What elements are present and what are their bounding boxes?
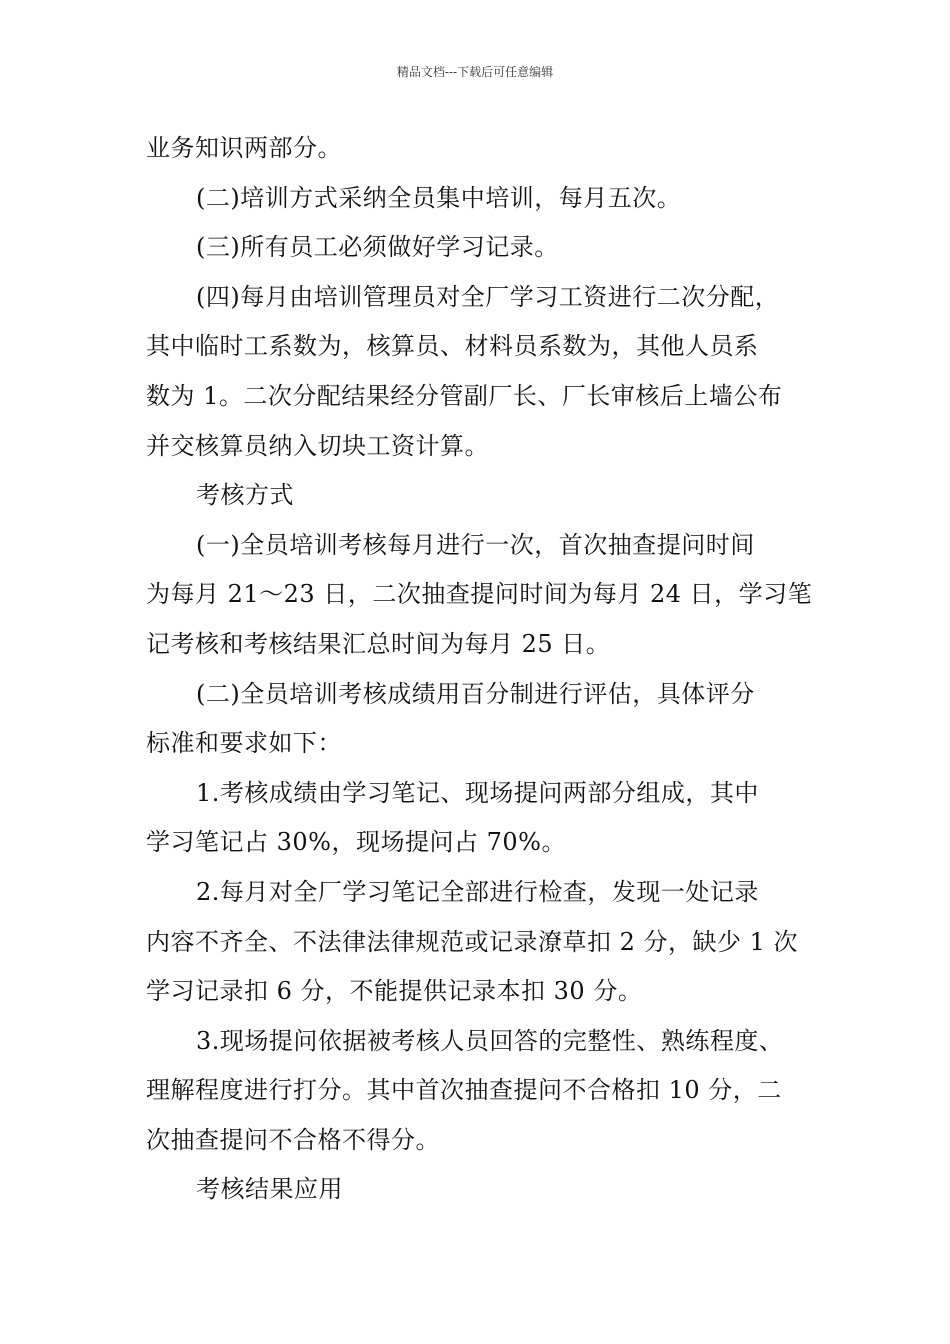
text-line: 标准和要求如下： [146, 729, 342, 758]
text-line: 学习笔记占 30%，现场提问占 70%。 [146, 828, 566, 857]
text-line: (二)全员培训考核成绩用百分制进行评估，具体评分 [196, 679, 755, 708]
text-line: 记考核和考核结果汇总时间为每月 25 日。 [146, 629, 611, 658]
text-line: 理解程度进行打分。其中首次抽查提问不合格扣 10 分，二 [146, 1076, 782, 1105]
section-heading: 考核方式 [196, 481, 294, 510]
document-body [146, 124, 816, 1215]
text-line: 3.现场提问依据被考核人员回答的完整性、熟练程度、 [196, 1026, 784, 1055]
section-heading: 考核结果应用 [196, 1175, 343, 1204]
text-line: 为每月 21～23 日，二次抽查提问时间为每月 24 日，学习笔 [146, 580, 813, 609]
text-line: 并交核算员纳入切块工资计算。 [146, 431, 489, 460]
text-line: 2.每月对全厂学习笔记全部进行检查，发现一处记录 [196, 877, 759, 906]
text-line: 业务知识两部分。 [146, 134, 342, 162]
text-line: 数为 1。二次分配结果经分管副厂长、厂长审核后上墙公布 [146, 381, 783, 410]
text-line: (二)培训方式采纳全员集中培训，每月五次。 [196, 183, 682, 212]
page-header: 精品文档---下载后可任意编辑 [396, 65, 554, 79]
text-line: 学习记录扣 6 分，不能提供记录本扣 30 分。 [146, 977, 643, 1006]
text-line: (一)全员培训考核每月进行一次，首次抽查提问时间 [196, 530, 755, 559]
text-line: 内容不齐全、不法律法律规范或记录潦草扣 2 分，缺少 1 次 [146, 927, 799, 956]
text-line: (四)每月由培训管理员对全厂学习工资进行二次分配， [196, 282, 780, 311]
text-line: 次抽查提问不合格不得分。 [146, 1125, 440, 1154]
text-line: (三)所有员工必须做好学习记录。 [196, 233, 559, 262]
text-line: 1.考核成绩由学习笔记、现场提问两部分组成，其中 [196, 778, 759, 807]
text-line: 其中临时工系数为，核算员、材料员系数为，其他人员系 [146, 332, 759, 361]
